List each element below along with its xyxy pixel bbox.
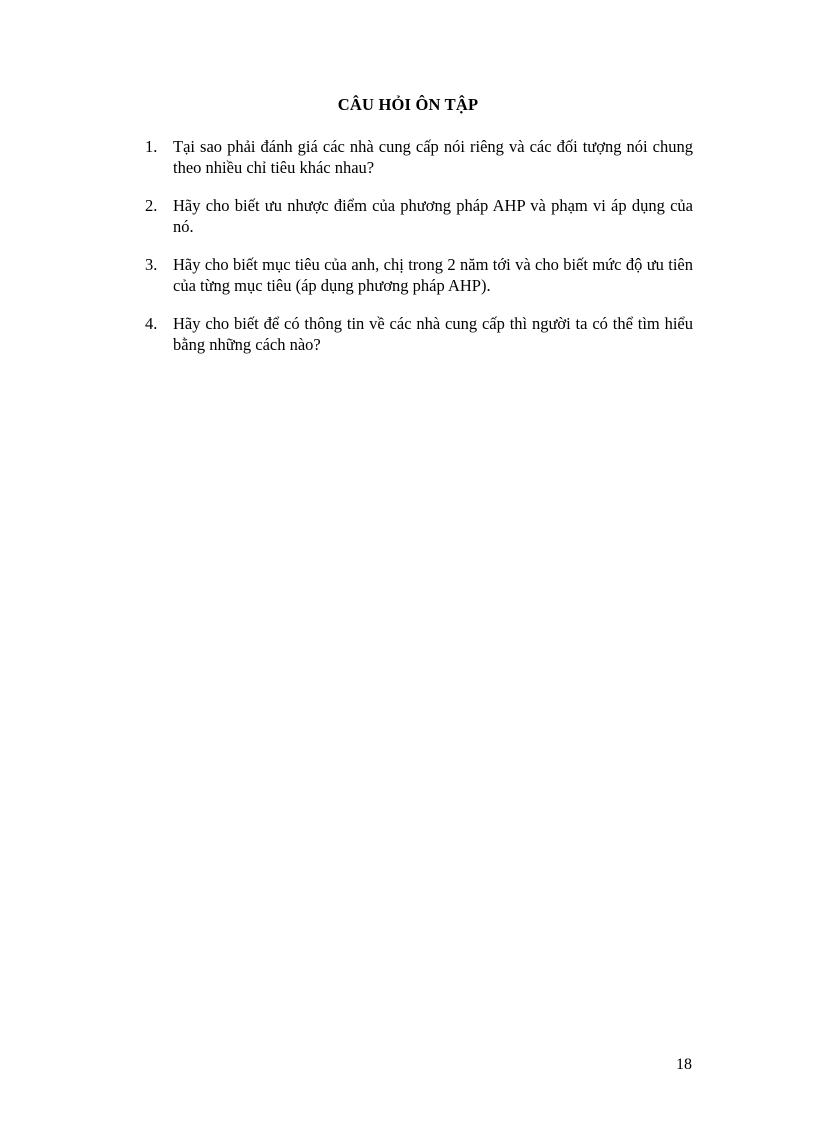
question-number: 4. bbox=[145, 314, 158, 333]
question-item bbox=[145, 195, 693, 237]
question-text: Hãy cho biết để có thông tin về các nhà cung cấp thì người ta có thể tìm hiểu bằng những cách nào? bbox=[173, 314, 693, 354]
question-number: 1. bbox=[145, 137, 158, 156]
page-number: 18 bbox=[676, 1056, 692, 1073]
question-number: 2. bbox=[145, 196, 158, 215]
question-item bbox=[145, 313, 693, 355]
page-title: CÂU HỎI ÔN TẬP bbox=[337, 95, 479, 114]
question-text: Hãy cho biết mục tiêu của anh, chị trong 2 năm tới và cho biết mức độ ưu tiên của từng mục tiêu (áp dụng phương pháp AHP). bbox=[173, 255, 693, 295]
question-text: Hãy cho biết ưu nhược điểm của phương pháp AHP và phạm vi áp dụng của nó. bbox=[173, 196, 693, 236]
question-item bbox=[145, 136, 693, 178]
question-text: Tại sao phải đánh giá các nhà cung cấp nói riêng và các đối tượng nói chung theo nhiều chỉ tiêu khác nhau? bbox=[173, 137, 693, 177]
question-item bbox=[145, 254, 693, 296]
question-number: 3. bbox=[145, 255, 158, 274]
question-list bbox=[145, 136, 693, 372]
